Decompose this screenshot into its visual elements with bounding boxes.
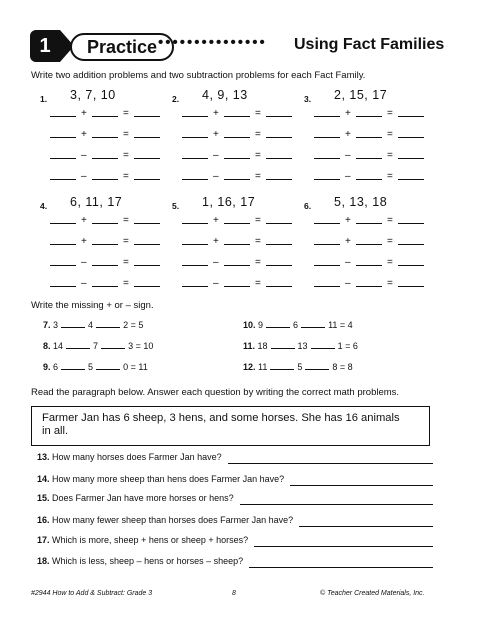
operand: 3 — [128, 341, 134, 351]
answer-blank[interactable] — [398, 179, 424, 180]
missing-sign-problem — [43, 361, 148, 372]
answer-blank[interactable] — [398, 244, 424, 245]
equals-sign: = — [255, 129, 261, 140]
answer-blank[interactable] — [134, 286, 160, 287]
answer-blank[interactable] — [356, 116, 382, 117]
answer-blank[interactable] — [356, 158, 382, 159]
answer-blank[interactable] — [314, 137, 340, 138]
operator-sign: – — [81, 257, 87, 268]
answer-line[interactable] — [240, 504, 433, 505]
problem-number: 12. — [243, 362, 256, 372]
answer-blank[interactable] — [224, 116, 250, 117]
operator-sign: – — [213, 278, 219, 289]
footer-book-info: #2944 How to Add & Subtract: Grade 3 — [31, 590, 153, 597]
equals-sign: = — [123, 215, 129, 226]
operator-sign: + — [213, 129, 219, 140]
operator-sign: + — [213, 236, 219, 247]
equals-sign: = — [255, 278, 261, 289]
answer-blank[interactable] — [50, 223, 76, 224]
answer-blank[interactable] — [224, 286, 250, 287]
answer-blank[interactable] — [182, 265, 208, 266]
answer-blank[interactable] — [356, 265, 382, 266]
question-row — [37, 493, 433, 507]
missing-sign-problem — [243, 319, 353, 330]
sign-blank[interactable] — [301, 319, 325, 328]
answer-blank[interactable] — [314, 223, 340, 224]
question-row — [37, 452, 433, 466]
answer-blank[interactable] — [224, 223, 250, 224]
answer-blank[interactable] — [134, 137, 160, 138]
operand: 1 — [337, 341, 343, 351]
operator-sign: + — [81, 108, 87, 119]
equals-sign: = — [255, 215, 261, 226]
equation-row — [50, 168, 180, 182]
sign-blank[interactable] — [101, 340, 125, 349]
equals-sign: = — [123, 278, 129, 289]
equation-row — [50, 126, 180, 140]
fact-family-numbers: 1, 16, 17 — [202, 195, 256, 209]
operator-sign: + — [81, 236, 87, 247]
answer-blank[interactable] — [266, 158, 292, 159]
lesson-number: 1 — [30, 30, 60, 62]
operand: 6 — [53, 362, 59, 372]
answer-blank[interactable] — [356, 137, 382, 138]
fact-family-numbers: 6, 11, 17 — [70, 195, 123, 209]
operator-sign: + — [213, 215, 219, 226]
question-text: Does Farmer Jan have more horses or hens? — [52, 493, 234, 503]
answer-blank[interactable] — [134, 179, 160, 180]
question-text: How many more sheep than hens does Farmer Jan have? — [52, 474, 285, 484]
missing-sign-problem — [243, 340, 358, 351]
operator-sign: + — [213, 108, 219, 119]
equation-row — [182, 254, 312, 268]
operand: 0 — [123, 362, 129, 372]
answer-blank[interactable] — [266, 244, 292, 245]
equation-row — [314, 105, 444, 119]
sign-blank[interactable] — [66, 340, 90, 349]
equals-sign: = — [255, 171, 261, 182]
equals-sign: = — [255, 108, 261, 119]
answer-blank[interactable] — [182, 223, 208, 224]
equation-row — [50, 147, 180, 161]
operand: 2 — [123, 320, 129, 330]
equals-sign: = — [255, 236, 261, 247]
answer-blank[interactable] — [134, 223, 160, 224]
question-text: How many fewer sheep than horses does Farmer Jan have? — [52, 515, 294, 525]
answer-blank[interactable] — [182, 179, 208, 180]
footer-copyright: © Teacher Created Materials, Inc. — [320, 590, 425, 597]
equation-row — [50, 105, 180, 119]
result: = 10 — [135, 341, 154, 351]
answer-blank[interactable] — [398, 265, 424, 266]
answer-blank[interactable] — [266, 286, 292, 287]
operator-sign: – — [81, 171, 87, 182]
operand: 14 — [53, 341, 64, 351]
answer-blank[interactable] — [356, 244, 382, 245]
answer-blank[interactable] — [50, 137, 76, 138]
missing-sign-problem — [43, 340, 153, 351]
answer-blank[interactable] — [92, 244, 118, 245]
operand: 18 — [257, 341, 268, 351]
operator-sign: + — [345, 129, 351, 140]
sign-blank[interactable] — [266, 319, 290, 328]
answer-blank[interactable] — [134, 265, 160, 266]
operand: 3 — [53, 320, 59, 330]
answer-blank[interactable] — [50, 116, 76, 117]
missing-sign-problem — [243, 361, 353, 372]
equation-row — [314, 126, 444, 140]
answer-blank[interactable] — [398, 286, 424, 287]
answer-line[interactable] — [228, 463, 433, 464]
answer-blank[interactable] — [50, 265, 76, 266]
equation-row — [182, 105, 312, 119]
answer-blank[interactable] — [266, 223, 292, 224]
question-row — [37, 474, 433, 488]
answer-blank[interactable] — [182, 137, 208, 138]
equals-sign: = — [387, 278, 393, 289]
answer-blank[interactable] — [92, 158, 118, 159]
answer-blank[interactable] — [356, 286, 382, 287]
answer-blank[interactable] — [314, 286, 340, 287]
answer-blank[interactable] — [356, 179, 382, 180]
fact-family-number: 5. — [172, 201, 180, 211]
answer-line[interactable] — [299, 526, 433, 527]
result: = 8 — [339, 362, 353, 372]
operator-sign: + — [345, 236, 351, 247]
equation-row — [314, 212, 444, 226]
operator-sign: – — [213, 171, 219, 182]
operand: 7 — [93, 341, 99, 351]
equals-sign: = — [123, 236, 129, 247]
sign-blank[interactable] — [305, 361, 329, 370]
answer-blank[interactable] — [182, 116, 208, 117]
question-number: 16. — [37, 515, 50, 525]
equals-sign: = — [123, 257, 129, 268]
fact-family-2 — [172, 88, 312, 188]
instructions-paragraph: Read the paragraph below. Answer each question by writing the correct math problems. — [31, 387, 400, 398]
answer-blank[interactable] — [50, 158, 76, 159]
operator-sign: – — [345, 150, 351, 161]
operator-sign: + — [81, 129, 87, 140]
operator-sign: – — [345, 171, 351, 182]
sign-blank[interactable] — [61, 319, 85, 328]
operand: 4 — [88, 320, 94, 330]
operand: 5 — [88, 362, 94, 372]
answer-blank[interactable] — [182, 158, 208, 159]
practice-badge — [30, 30, 158, 62]
fact-family-6 — [304, 195, 444, 295]
answer-blank[interactable] — [314, 244, 340, 245]
answer-blank[interactable] — [92, 286, 118, 287]
operator-sign: – — [81, 150, 87, 161]
question-text: How many horses does Farmer Jan have? — [52, 452, 222, 462]
operand: 5 — [297, 362, 303, 372]
sign-blank[interactable] — [271, 340, 295, 349]
answer-blank[interactable] — [134, 244, 160, 245]
equals-sign: = — [387, 215, 393, 226]
result: = 5 — [130, 320, 144, 330]
equation-row — [182, 126, 312, 140]
fact-family-number: 3. — [304, 94, 312, 104]
equals-sign: = — [387, 257, 393, 268]
question-row — [37, 556, 433, 570]
problem-number: 9. — [43, 362, 51, 372]
answer-blank[interactable] — [92, 137, 118, 138]
equals-sign: = — [387, 108, 393, 119]
answer-blank[interactable] — [266, 116, 292, 117]
equation-row — [50, 212, 180, 226]
result: = 6 — [345, 341, 358, 351]
sign-blank[interactable] — [270, 361, 294, 370]
operator-sign: + — [345, 108, 351, 119]
answer-blank[interactable] — [398, 223, 424, 224]
equals-sign: = — [387, 150, 393, 161]
fact-family-numbers: 3, 7, 10 — [70, 88, 116, 102]
fact-family-5 — [172, 195, 312, 295]
equation-row — [50, 254, 180, 268]
operand: 11 — [328, 320, 338, 330]
answer-blank[interactable] — [92, 223, 118, 224]
sign-blank[interactable] — [311, 340, 335, 349]
answer-blank[interactable] — [314, 116, 340, 117]
equals-sign: = — [255, 150, 261, 161]
footer-page-number: 8 — [232, 590, 236, 597]
paragraph-box — [31, 406, 430, 446]
question-number: 13. — [37, 452, 50, 462]
result: = 4 — [339, 320, 353, 330]
equation-row — [50, 275, 180, 289]
equation-row — [314, 233, 444, 247]
equals-sign: = — [255, 257, 261, 268]
header-dots: ••••••••••••••• — [158, 34, 267, 51]
operand: 9 — [258, 320, 264, 330]
answer-blank[interactable] — [266, 179, 292, 180]
answer-blank[interactable] — [224, 244, 250, 245]
instructions-missing-sign: Write the missing + or – sign. — [31, 300, 154, 311]
equals-sign: = — [387, 129, 393, 140]
question-row — [37, 535, 433, 549]
equals-sign: = — [123, 108, 129, 119]
fact-family-numbers: 2, 15, 17 — [334, 88, 388, 102]
problem-number: 11. — [243, 341, 256, 351]
answer-blank[interactable] — [224, 179, 250, 180]
fact-family-number: 6. — [304, 201, 312, 211]
question-row — [37, 515, 433, 529]
equation-row — [314, 168, 444, 182]
equals-sign: = — [387, 236, 393, 247]
equation-row — [182, 275, 312, 289]
answer-blank[interactable] — [398, 137, 424, 138]
operator-sign: – — [213, 150, 219, 161]
answer-blank[interactable] — [50, 179, 76, 180]
operator-sign: + — [81, 215, 87, 226]
equation-row — [314, 147, 444, 161]
equals-sign: = — [387, 171, 393, 182]
answer-blank[interactable] — [92, 116, 118, 117]
answer-blank[interactable] — [134, 116, 160, 117]
sign-blank[interactable] — [96, 319, 120, 328]
question-number: 15. — [37, 493, 50, 503]
page-title: Using Fact Families — [294, 36, 445, 53]
operand: 11 — [258, 362, 268, 372]
operator-sign: – — [81, 278, 87, 289]
equals-sign: = — [123, 150, 129, 161]
answer-blank[interactable] — [398, 116, 424, 117]
equation-row — [182, 233, 312, 247]
answer-line[interactable] — [290, 485, 433, 486]
answer-blank[interactable] — [314, 265, 340, 266]
fact-family-number: 2. — [172, 94, 180, 104]
operator-sign: + — [345, 215, 351, 226]
problem-number: 10. — [243, 320, 256, 330]
answer-blank[interactable] — [182, 286, 208, 287]
fact-family-numbers: 5, 13, 18 — [334, 195, 388, 209]
paragraph-text: Farmer Jan has 6 sheep, 3 hens, and some horses. She has 16 animals in all. — [42, 412, 400, 437]
answer-blank[interactable] — [182, 244, 208, 245]
answer-blank[interactable] — [356, 223, 382, 224]
result: = 11 — [130, 362, 148, 372]
missing-sign-problem — [43, 319, 143, 330]
answer-blank[interactable] — [314, 179, 340, 180]
equation-row — [50, 233, 180, 247]
practice-label: Practice — [70, 33, 174, 61]
answer-line[interactable] — [249, 567, 433, 568]
answer-blank[interactable] — [224, 158, 250, 159]
instructions-fact-families: Write two addition problems and two subtraction problems for each Fact Family. — [31, 70, 366, 81]
question-text: Which is less, sheep – hens or horses – sheep? — [52, 556, 244, 566]
answer-blank[interactable] — [50, 244, 76, 245]
fact-family-1 — [40, 88, 180, 188]
fact-family-4 — [40, 195, 180, 295]
answer-blank[interactable] — [134, 158, 160, 159]
answer-blank[interactable] — [266, 265, 292, 266]
operand: 6 — [293, 320, 299, 330]
answer-blank[interactable] — [314, 158, 340, 159]
operator-sign: – — [213, 257, 219, 268]
equation-row — [314, 254, 444, 268]
equation-row — [314, 275, 444, 289]
answer-blank[interactable] — [50, 286, 76, 287]
fact-family-numbers: 4, 9, 13 — [202, 88, 248, 102]
answer-line[interactable] — [254, 546, 433, 547]
fact-family-number: 1. — [40, 94, 48, 104]
equals-sign: = — [123, 171, 129, 182]
question-number: 18. — [37, 556, 50, 566]
answer-blank[interactable] — [92, 179, 118, 180]
answer-blank[interactable] — [398, 158, 424, 159]
problem-number: 8. — [43, 341, 51, 351]
sign-blank[interactable] — [61, 361, 85, 370]
answer-blank[interactable] — [224, 265, 250, 266]
fact-family-number: 4. — [40, 201, 48, 211]
answer-blank[interactable] — [224, 137, 250, 138]
equation-row — [182, 168, 312, 182]
question-number: 17. — [37, 535, 50, 545]
equals-sign: = — [123, 129, 129, 140]
answer-blank[interactable] — [266, 137, 292, 138]
equation-row — [182, 212, 312, 226]
problem-number: 7. — [43, 320, 51, 330]
operand: 8 — [332, 362, 338, 372]
operator-sign: – — [345, 278, 351, 289]
question-text: Which is more, sheep + hens or sheep + horses? — [52, 535, 249, 545]
operator-sign: – — [345, 257, 351, 268]
operand: 13 — [297, 341, 308, 351]
answer-blank[interactable] — [92, 265, 118, 266]
question-number: 14. — [37, 474, 50, 484]
sign-blank[interactable] — [96, 361, 120, 370]
equation-row — [182, 147, 312, 161]
fact-family-3 — [304, 88, 444, 188]
